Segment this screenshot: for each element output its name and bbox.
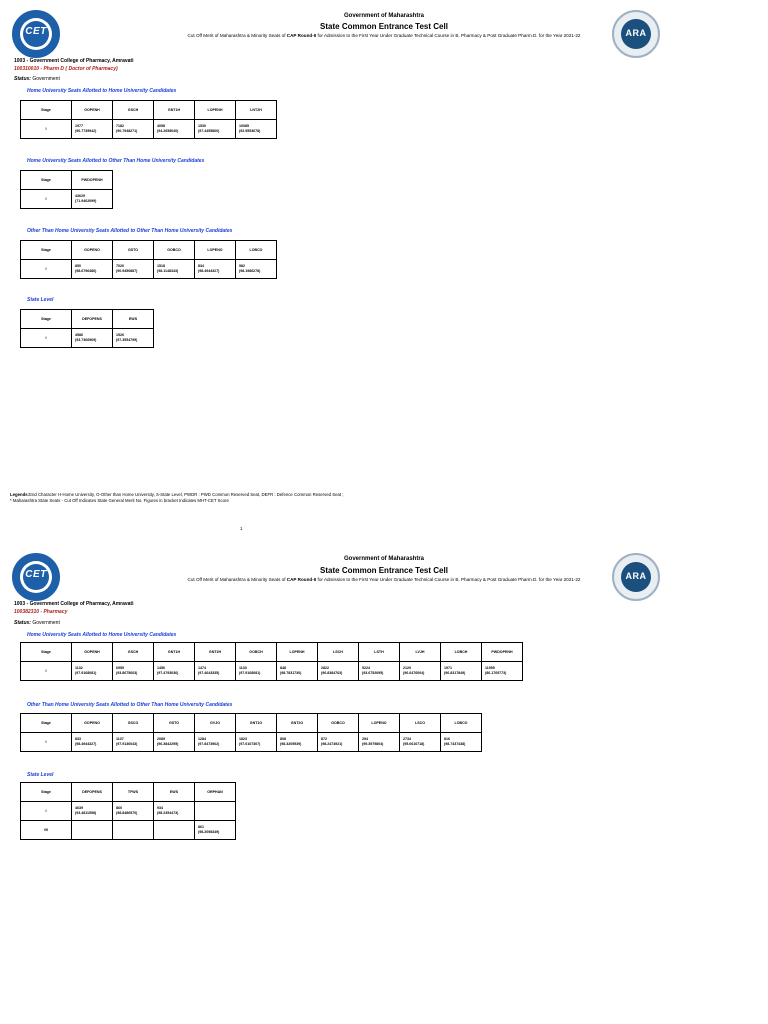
merit-number: 1823 — [239, 737, 247, 741]
cet-score: (98.6796486) — [75, 269, 97, 273]
cet-score: (96.8317849) — [444, 671, 466, 675]
cutoff-subtitle: Cut Off Merit of Maharashtra & Minority Seats of CAP Round-II for Admission to the First Year Under Graduate Technical Course in B. Pharmacy & Post Graduate Pharm.D. for the Year 2021-22 — [187, 33, 581, 38]
merit-number: 860 — [116, 806, 122, 810]
cet-score: (93.4811598) — [75, 811, 97, 815]
section-title: Home University Seats Allotted to Home University Candidates — [27, 632, 177, 638]
stage-cell: I — [21, 802, 72, 821]
status-line: Status: Government — [14, 620, 60, 626]
cet-score: (90.9450887) — [116, 269, 138, 273]
cutoff-cell — [318, 662, 359, 681]
column-header: GOBCH — [236, 643, 277, 662]
merit-number: 10085 — [239, 124, 249, 128]
merit-number: 2120 — [403, 666, 411, 670]
column-header: GSCO — [113, 714, 154, 733]
cet-score: (97.4793036) — [157, 671, 179, 675]
column-header: GOBCO — [318, 714, 359, 733]
cutoff-table — [20, 713, 482, 752]
cet-score: (98.4944327) — [198, 269, 220, 273]
cutoff-cell — [72, 190, 113, 209]
cet-score: (98.4944327) — [75, 742, 97, 746]
cet-score: (97.9168081) — [239, 671, 261, 675]
cet-score: (71.9462099) — [75, 199, 97, 203]
cutoff-cell — [113, 120, 154, 139]
cutoff-cell — [195, 821, 236, 840]
merit-number: 1474 — [198, 666, 206, 670]
document-page-2 — [0, 548, 768, 1024]
course-name: 100382310 - Pharmacy — [14, 609, 68, 615]
cutoff-table — [20, 240, 277, 279]
cet-score: (93.6752095) — [362, 671, 384, 675]
cutoff-cell — [195, 802, 236, 821]
column-header: GNT1H — [154, 101, 195, 120]
stage-header: Stage — [21, 241, 72, 260]
merit-number: 1284 — [198, 737, 206, 741]
section-title: State Level — [27, 772, 54, 778]
cutoff-cell — [72, 260, 113, 279]
column-header: GNT1O — [236, 714, 277, 733]
column-header: LOPENO — [195, 241, 236, 260]
ara-logo-text: ARA — [625, 28, 647, 38]
table-row — [21, 260, 277, 279]
merit-number: 850 — [75, 264, 81, 268]
merit-number: 4639 — [75, 806, 83, 810]
merit-number: 872 — [321, 737, 327, 741]
column-header: LSTH — [359, 643, 400, 662]
cet-score: (97.3554799) — [116, 338, 138, 342]
cet-logo-text: CET — [25, 26, 47, 37]
stage-cell: I — [21, 260, 72, 279]
cet-score: (97.4455860) — [198, 129, 220, 133]
merit-number: 816 — [444, 737, 450, 741]
column-header: LSCO — [400, 714, 441, 733]
column-header: TFWS — [113, 783, 154, 802]
merit-number: 11955 — [485, 666, 495, 670]
cet-score: (98.7831730) — [280, 671, 302, 675]
column-header: GOPENH — [72, 643, 113, 662]
cutoff-cell — [400, 733, 441, 752]
merit-number: 833 — [75, 737, 81, 741]
stage-cell: I — [21, 329, 72, 348]
cet-score: (98.3209539) — [280, 742, 302, 746]
cet-score: (98.7437438) — [444, 742, 466, 746]
column-header: GNT1H — [154, 643, 195, 662]
cet-score: (99.3979804) — [362, 742, 384, 746]
stage-header: Stage — [21, 171, 72, 190]
stage-cell: I — [21, 662, 72, 681]
cutoff-cell — [236, 260, 277, 279]
cet-score: (98.2474921) — [321, 742, 343, 746]
column-header: GSCH — [113, 101, 154, 120]
column-header: EWS — [113, 310, 154, 329]
merit-number: 7020 — [116, 264, 124, 268]
cutoff-cell — [72, 120, 113, 139]
legend-line-1: Legends:End Character H-Home University, O-Other than Home University, S-State Level, PWDR : PWD Common Reserved Seat, DEFR : Defence Common Reserved Seat ; — [10, 492, 344, 497]
status-line: Status: Government — [14, 76, 60, 82]
legend — [10, 492, 343, 503]
column-header: GOBCO — [154, 241, 195, 260]
merit-number: 1977 — [75, 124, 83, 128]
merit-number: 1530 — [198, 124, 206, 128]
cet-score: (98.2098349) — [198, 830, 220, 834]
column-header: GNT2O — [277, 714, 318, 733]
cet-score: (93.7366969) — [75, 338, 97, 342]
stage-header: Stage — [21, 643, 72, 662]
ara-logo-text: ARA — [625, 571, 647, 581]
cutoff-cell — [359, 733, 400, 752]
section-title: Home University Seats Allotted to Home University Candidates — [27, 88, 177, 94]
state-cet-cell-title: State Common Entrance Test Cell — [320, 22, 448, 31]
ara-logo — [612, 553, 660, 601]
column-header: GNT2H — [195, 643, 236, 662]
table-row — [21, 329, 154, 348]
cet-score: (90.7948271) — [116, 129, 138, 133]
course-name: 100310010 - Pharm D ( Doctor of Pharmacy) — [14, 66, 118, 72]
cutoff-cell — [113, 733, 154, 752]
cutoff-cell — [441, 662, 482, 681]
cutoff-cell — [359, 662, 400, 681]
cet-score: (98.2354473) — [157, 811, 179, 815]
cutoff-cell — [195, 120, 236, 139]
cutoff-cell — [482, 662, 523, 681]
cutoff-table — [20, 782, 236, 840]
cutoff-table — [20, 170, 113, 209]
cet-score: (98.1148343) — [157, 269, 179, 273]
column-header: GSTO — [113, 241, 154, 260]
merit-number: 294 — [362, 737, 368, 741]
merit-number: 4098 — [157, 124, 165, 128]
cutoff-cell — [195, 733, 236, 752]
cet-score: (96.6476004) — [403, 671, 425, 675]
cutoff-cell — [195, 260, 236, 279]
cutoff-cell — [236, 662, 277, 681]
column-header: ORPHAN — [195, 783, 236, 802]
table-row — [21, 662, 523, 681]
stage-header: Stage — [21, 310, 72, 329]
cet-score: (92.9553678) — [239, 129, 261, 133]
cutoff-cell — [154, 662, 195, 681]
ara-logo — [612, 10, 660, 58]
merit-number: 1133 — [239, 666, 247, 670]
government-heading: Government of Maharashtra — [343, 13, 425, 19]
column-header: LSCH — [318, 643, 359, 662]
cutoff-cell — [113, 802, 154, 821]
cutoff-cell — [113, 662, 154, 681]
column-header: LOPENO — [359, 714, 400, 733]
table-row — [21, 120, 277, 139]
cutoff-cell — [154, 120, 195, 139]
stage-cell: I — [21, 120, 72, 139]
merit-number: 1456 — [157, 666, 165, 670]
merit-number: 861 — [198, 825, 204, 829]
cutoff-cell — [72, 821, 113, 840]
cet-score: (96.7739942) — [75, 129, 97, 133]
merit-number: 5224 — [362, 666, 370, 670]
merit-number: 4586 — [75, 333, 83, 337]
section-title: Other Than Home University Seats Allotted to Other Than Home University Candidates — [27, 702, 233, 708]
cutoff-subtitle: Cut Off Merit of Maharashtra & Minority Seats of CAP Round-II for Admission to the First Year Under Graduate Technical Course in B. Pharmacy & Post Graduate Pharm.D. for the Year 2021-22 — [187, 577, 581, 582]
column-header: LNT2H — [236, 101, 277, 120]
cet-score: (96.8384763) — [321, 671, 343, 675]
section-title: Other Than Home University Seats Allotted to Other Than Home University Candidates — [27, 228, 233, 234]
cutoff-cell — [154, 821, 195, 840]
cet-score: (98.8486570) — [116, 811, 138, 815]
column-header: PWDOPENH — [72, 171, 113, 190]
merit-number: 934 — [157, 806, 163, 810]
cutoff-cell — [400, 662, 441, 681]
merit-number: 848 — [280, 666, 286, 670]
merit-number: 6959 — [116, 666, 124, 670]
cet-score: (96.3842295) — [157, 742, 179, 746]
column-header: GSTO — [154, 714, 195, 733]
government-heading: Government of Maharashtra — [343, 556, 425, 562]
column-header: DEFOPENS — [72, 783, 113, 802]
cutoff-cell — [113, 821, 154, 840]
cutoff-cell — [72, 733, 113, 752]
section-title: Home University Seats Allotted to Other Than Home University Candidates — [27, 158, 205, 164]
stage-cell: I — [21, 190, 72, 209]
cet-logo-text: CET — [25, 569, 47, 580]
legend-line-2: * Maharashtra State Seats - Cut Off Indicates State General Merit No. Figures in bracket Indicates MHT-CET Score — [10, 497, 229, 503]
stage-cell: I — [21, 733, 72, 752]
column-header: LOPENH — [277, 643, 318, 662]
college-name: 1003 - Government College of Pharmacy, Amravati — [14, 58, 134, 64]
merit-number: 982 — [239, 264, 245, 268]
merit-number: 43629 — [75, 194, 85, 198]
cet-score: (93.8675603) — [116, 671, 138, 675]
cet-score: (97.0107307) — [239, 742, 261, 746]
cutoff-cell — [72, 802, 113, 821]
cutoff-cell — [72, 329, 113, 348]
cutoff-cell — [113, 329, 154, 348]
merit-number: 1132 — [75, 666, 83, 670]
cutoff-cell — [318, 733, 359, 752]
section-title: State Level — [27, 297, 54, 303]
cutoff-cell — [154, 260, 195, 279]
cutoff-cell — [277, 662, 318, 681]
cet-score: (94.2658040) — [157, 129, 179, 133]
table-row — [21, 802, 236, 821]
merit-number: 808 — [280, 737, 286, 741]
stage-cell: VII — [21, 821, 72, 840]
column-header: LOBCO — [236, 241, 277, 260]
cutoff-cell — [441, 733, 482, 752]
column-header: LOPENH — [195, 101, 236, 120]
column-header: EWS — [154, 783, 195, 802]
merit-number: 1137 — [116, 737, 124, 741]
column-header: GOPENO — [72, 714, 113, 733]
table-row — [21, 821, 236, 840]
merit-number: 1526 — [116, 333, 124, 337]
cutoff-cell — [236, 733, 277, 752]
cet-score: (97.9136043) — [116, 742, 138, 746]
stage-header: Stage — [21, 714, 72, 733]
merit-number: 2734 — [403, 737, 411, 741]
column-header: GSCH — [113, 643, 154, 662]
table-row — [21, 190, 113, 209]
cet-score: (97.8473962) — [198, 742, 220, 746]
stage-header: Stage — [21, 783, 72, 802]
column-header: LOBCO — [441, 714, 482, 733]
cet-score: (86.1769773) — [485, 671, 507, 675]
cet-score: (97.4643335) — [198, 671, 220, 675]
merit-number: 2089 — [157, 737, 165, 741]
cutoff-table — [20, 100, 277, 139]
column-header: GOPENO — [72, 241, 113, 260]
column-header: LOBCH — [441, 643, 482, 662]
cutoff-cell — [277, 733, 318, 752]
table-row — [21, 733, 482, 752]
column-header: PWDOPENH — [482, 643, 523, 662]
cutoff-table — [20, 642, 523, 681]
cet-score: (98.1986278) — [239, 269, 261, 273]
cutoff-cell — [72, 662, 113, 681]
merit-number: 834 — [198, 264, 204, 268]
cutoff-cell — [154, 733, 195, 752]
column-header: LVJH — [400, 643, 441, 662]
column-header: GVJO — [195, 714, 236, 733]
cet-score: (97.9168081) — [75, 671, 97, 675]
page-number: 1 — [240, 526, 243, 531]
merit-number: 7182 — [116, 124, 124, 128]
cutoff-cell — [113, 260, 154, 279]
cutoff-table — [20, 309, 154, 348]
state-cet-cell-title: State Common Entrance Test Cell — [320, 566, 448, 575]
cutoff-cell — [195, 662, 236, 681]
cet-score: (95.0610718) — [403, 742, 425, 746]
merit-number: 2822 — [321, 666, 329, 670]
stage-header: Stage — [21, 101, 72, 120]
column-header: GOPENH — [72, 101, 113, 120]
college-name: 1003 - Government College of Pharmacy, Amravati — [14, 601, 134, 607]
cutoff-cell — [236, 120, 277, 139]
merit-number: 1518 — [157, 264, 165, 268]
merit-number: 1971 — [444, 666, 452, 670]
cutoff-cell — [154, 802, 195, 821]
column-header: DEFOPENS — [72, 310, 113, 329]
